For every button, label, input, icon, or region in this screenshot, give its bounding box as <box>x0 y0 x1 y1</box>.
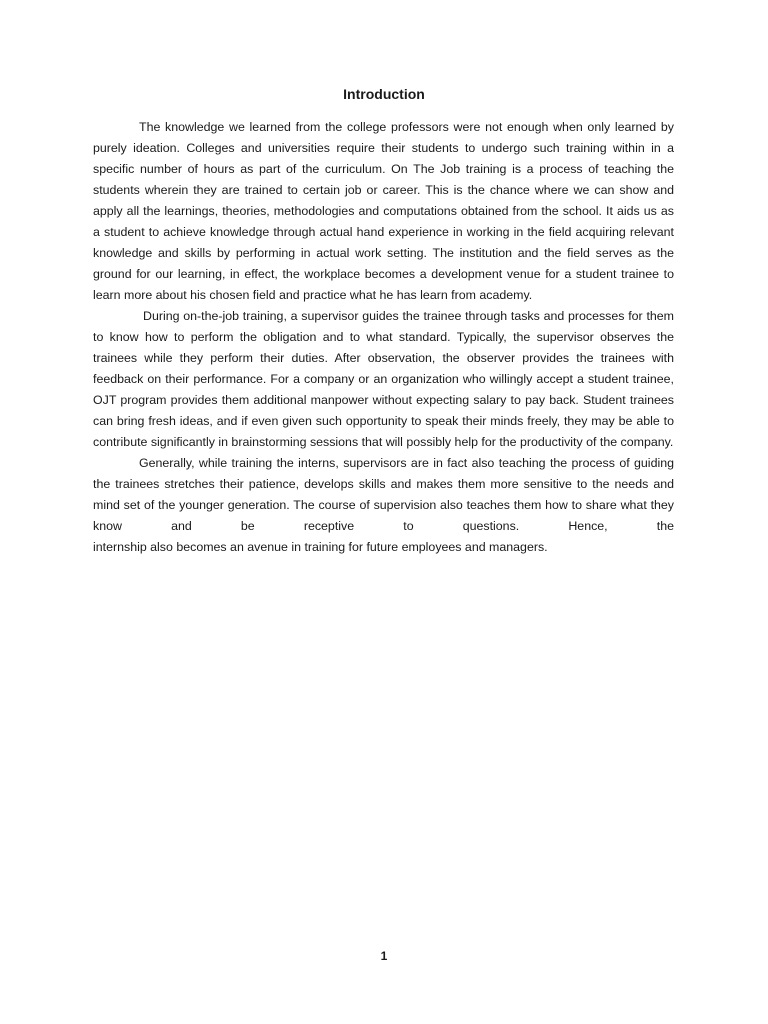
body-text <box>93 117 674 558</box>
paragraph-3: Generally, while training the interns, supervisors are in fact also teaching the process of guiding the trainees stretches their patience, develops skills and makes them more sensitive to the needs and mind set of the younger generation. The course of supervision also teaches them how to share what they know and be receptive to questions. Hence, the <box>93 456 674 533</box>
paragraph-2: During on-the-job training, a supervisor guides the trainee through tasks and processes for them to know how to perform the obligation and to what standard. Typically, the supervisor observes the trainees while they perform their duties. After observation, the observer provides the trainees with feedback on their performance. For a company or an organization who willingly accept a student trainee, OJT program provides them additional manpower without expecting salary to pay back. Student trainees can bring fresh ideas, and if even given such opportunity to speak their minds freely, they may be able to contribute significantly in brainstorming sessions that will possibly help for the productivity of the company. <box>93 309 674 449</box>
paragraph-1: The knowledge we learned from the college professors were not enough when only learned by purely ideation. Colleges and universities require their students to undergo such training within in a specific number of hours as part of the curriculum. On The Job training is a process of teaching the students wherein they are trained to certain job or career. This is the chance where we can show and apply all the learnings, theories, methodologies and computations obtained from the school. It aids us as a student to achieve knowledge through actual hand experience in working in the field acquiring relevant knowledge and skills by performing in actual work setting. The institution and the field serves as the ground for our learning, in effect, the workplace becomes a development venue for a student trainee to learn more about his chosen field and practice what he has learn from academy. <box>93 120 674 302</box>
page-number: 1 <box>380 949 388 963</box>
paragraph-3-continuation: internship also becomes an avenue in training for future employees and managers. <box>93 540 548 554</box>
page-title: Introduction <box>343 86 425 102</box>
